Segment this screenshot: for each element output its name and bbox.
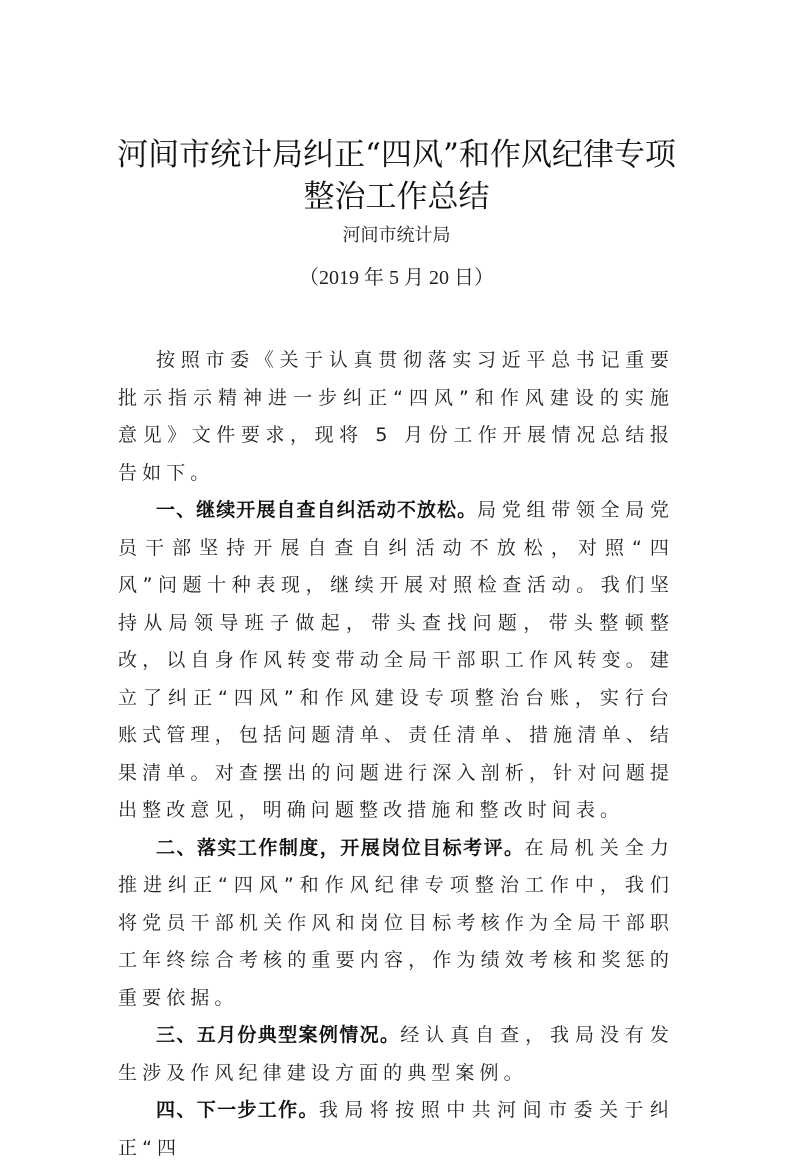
section-4-heading: 四、下一步工作。 (156, 1099, 319, 1121)
document-title-line-2: 整治工作总结 (303, 179, 490, 215)
document-body (118, 342, 674, 1167)
section-4-paragraph (118, 1092, 674, 1167)
section-3-paragraph (118, 1017, 674, 1092)
section-2-heading: 二、落实工作制度，开展岗位目标考评。 (156, 836, 525, 859)
section-3-text: 经认真自查，我局没有发生涉及作风纪律建设方面的典型案例。 (118, 1024, 674, 1084)
document-title-line-1: 河间市统计局纠正“四风”和作风纪律专项 (117, 137, 676, 173)
document-author: 河间市统计局 (342, 225, 451, 246)
section-1-paragraph (118, 492, 674, 830)
intro-paragraph: 按照市委《关于认真贯彻落实习近平总书记重要批示指示精神进一步纠正“四风”和作风建设的实施意见》文件要求，现将 5 月份工作开展情况总结报告如下。 (118, 349, 674, 484)
section-3-heading: 三、五月份典型案例情况。 (156, 1024, 401, 1046)
section-1-text: 局党组带领全局党员干部坚持开展自查自纠活动不放松，对照“四风”问题十种表现，继续开展对照检查活动。我们坚持从局领导班子做起，带头查找问题，带头整顿整改，以自身作风转变带动全局干部职工作风转变。建立了纠正“四风”和作风建设专项整治台账，实行台账式管理，包括问题清单、责任清单、措施清单、结果清单。对查摆出的问题进行深入剖析，针对问题提出整改意见，明确问题整改措施和整改时间表。 (118, 499, 674, 821)
document-date: （2019 年 5 月 20 日） (299, 267, 494, 289)
section-2-text: 在局机关全力推进纠正“四风”和作风纪律专项整治工作中，我们将党员干部机关作风和岗位目标考核作为全局干部职工年终综合考核的重要内容，作为绩效考核和奖惩的重要依据。 (118, 836, 674, 1009)
section-1-heading: 一、继续开展自查自纠活动不放松。 (156, 499, 478, 521)
section-2-paragraph (118, 830, 674, 1018)
section-4-text: 我局将按照中共河间市委关于纠正“四 (118, 1099, 674, 1159)
